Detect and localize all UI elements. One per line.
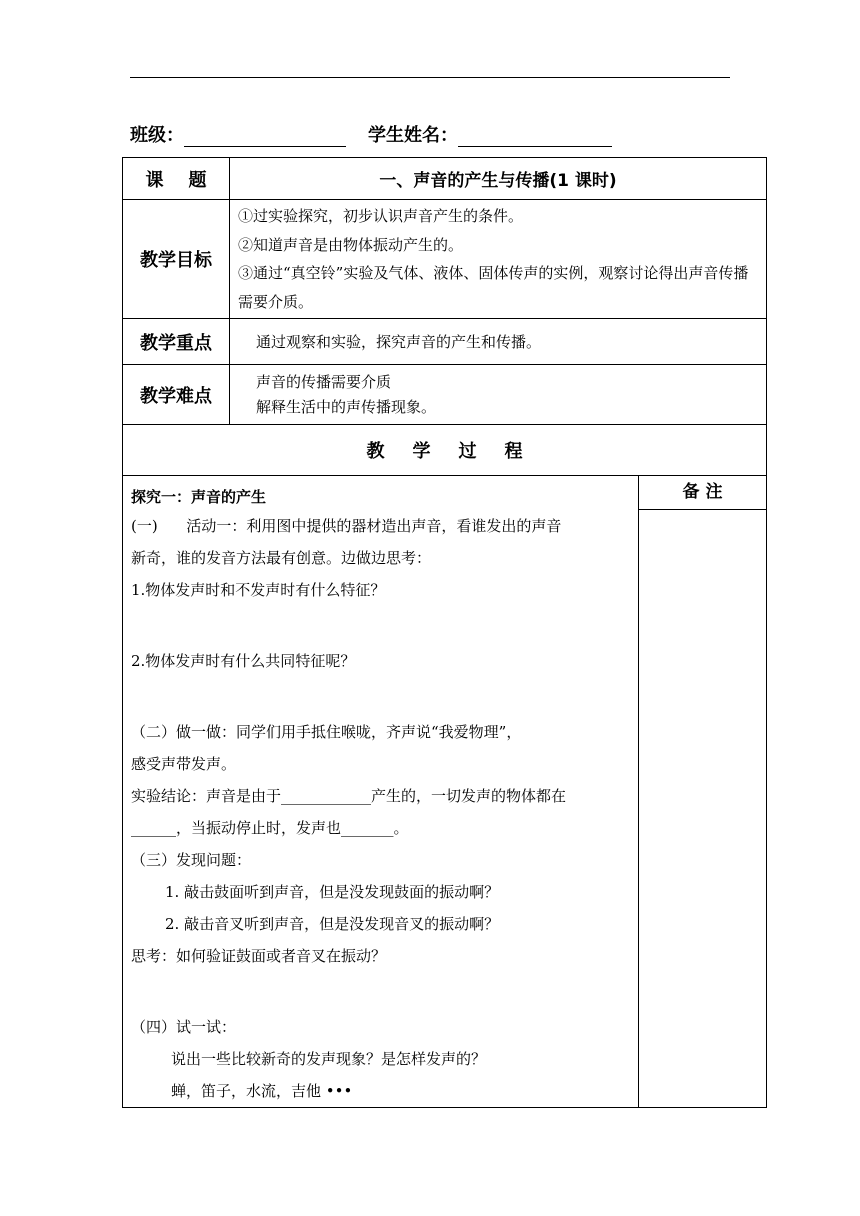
activity-four-title: （四）试一试： bbox=[131, 1018, 237, 1036]
process-heading: 教 学 过 程 bbox=[123, 425, 767, 476]
student-name-label: 学生姓名： bbox=[368, 125, 458, 146]
activity-four-line: 蝉，笛子，水流，吉他 ••• bbox=[171, 1082, 353, 1100]
student-name-blank bbox=[458, 128, 612, 147]
conclusion-line: 实验结论：声音是由于____________产生的，一切发声的物体都在 bbox=[131, 787, 567, 805]
topic-value: 一、声音的产生与传播(1 课时) bbox=[230, 158, 767, 200]
objectives-list bbox=[230, 200, 767, 319]
focus-label: 教学重点 bbox=[123, 319, 230, 365]
focus-value: 通过观察和实验，探究声音的产生和传播。 bbox=[230, 319, 767, 365]
remarks-label: 备 注 bbox=[639, 476, 766, 510]
difficulty-list bbox=[230, 365, 767, 425]
think-question: 思考：如何验证鼓面或者音叉在振动？ bbox=[131, 947, 387, 965]
activity-three-title: （三）发现问题： bbox=[131, 851, 252, 869]
remarks-column bbox=[639, 476, 767, 1108]
question-one: 1.物体发声时和不发声时有什么特征？ bbox=[131, 581, 386, 599]
header-rule bbox=[130, 77, 730, 78]
activity-three-item: 1. 敲击鼓面听到声音，但是没发现鼓面的振动啊？ bbox=[165, 883, 500, 901]
answer-space bbox=[131, 677, 634, 716]
conclusion-line: ______，当振动停止时，发声也_______。 bbox=[131, 819, 409, 837]
question-two: 2.物体发声时有什么共同特征呢？ bbox=[131, 652, 356, 670]
class-blank bbox=[184, 128, 346, 147]
activity-one-line: (一) 活动一：利用图中提供的器材造出声音，看谁发出的声音 bbox=[131, 517, 562, 535]
answer-space bbox=[131, 972, 634, 1011]
difficulty-item: 声音的传播需要介质 bbox=[256, 372, 392, 391]
activity-two-line: 感受声带发声。 bbox=[131, 755, 237, 773]
objective-item: ②知道声音是由物体振动产生的。 bbox=[238, 235, 464, 254]
objective-item: ③通过“真空铃”实验及气体、液体、固体传声的实例，观察讨论得出声音传播需要介质。 bbox=[238, 264, 749, 311]
activity-four-line: 说出一些比较新奇的发声现象？是怎样发声的？ bbox=[171, 1050, 487, 1068]
answer-space bbox=[131, 606, 634, 645]
section-title: 探究一：声音的产生 bbox=[131, 488, 267, 506]
process-content bbox=[123, 476, 639, 1108]
activity-one-line: 新奇，谁的发音方法最有创意。边做边思考： bbox=[131, 549, 432, 567]
activity-two-line: （二）做一做：同学们用手抵住喉咙，齐声说“我爱物理”， bbox=[131, 723, 522, 741]
topic-label: 课 题 bbox=[123, 158, 230, 200]
class-label: 班级： bbox=[130, 125, 184, 146]
difficulty-item: 解释生活中的声传播现象。 bbox=[256, 397, 437, 416]
topic-row bbox=[123, 158, 767, 200]
focus-row bbox=[123, 319, 767, 365]
objective-item: ①过实验探究，初步认识声音产生的条件。 bbox=[238, 207, 524, 225]
difficulty-label: 教学难点 bbox=[123, 365, 230, 425]
objectives-row bbox=[123, 200, 767, 319]
process-row bbox=[123, 476, 767, 1108]
student-info-line bbox=[130, 121, 612, 147]
process-heading-row bbox=[123, 425, 767, 476]
activity-three-item: 2. 敲击音叉听到声音，但是没发现音叉的振动啊？ bbox=[165, 915, 500, 933]
objectives-label: 教学目标 bbox=[123, 200, 230, 319]
difficulty-row bbox=[123, 365, 767, 425]
lesson-plan-table bbox=[122, 157, 767, 1108]
